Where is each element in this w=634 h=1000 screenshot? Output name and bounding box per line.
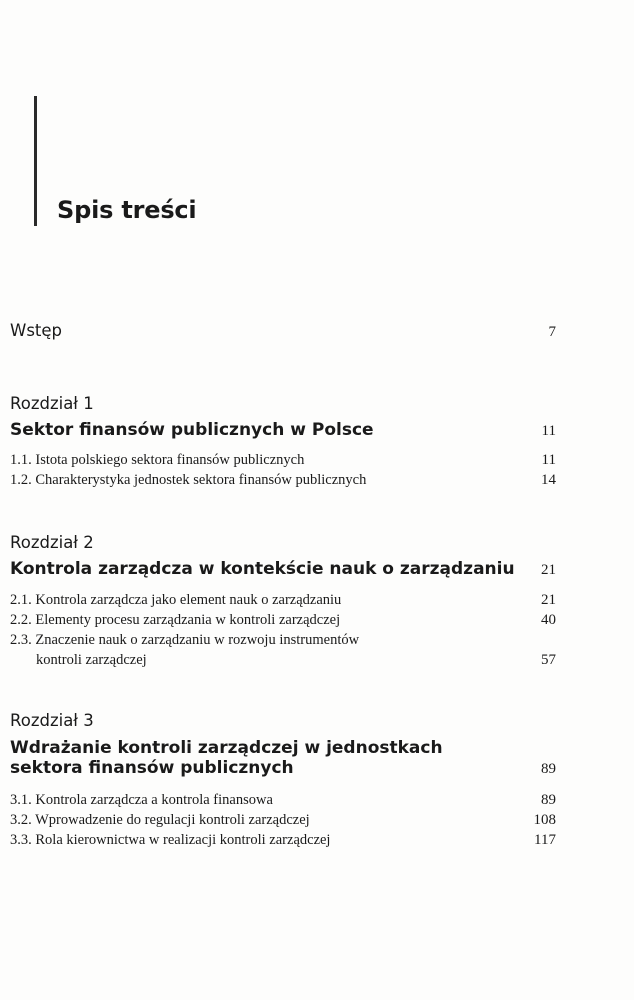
chapter-2-label: Rozdział 2 — [10, 533, 94, 552]
chapter-3-title[interactable] — [10, 738, 556, 778]
toc-page-number: 57 — [541, 652, 556, 668]
toc-section-label: 2.2. Elementy procesu zarządzania w kontroli zarządczej — [10, 612, 341, 628]
toc-section-1-2[interactable] — [10, 472, 556, 489]
toc-section-3-3[interactable] — [10, 832, 556, 849]
toc-page-number: 11 — [541, 423, 556, 439]
toc-page-number: 7 — [548, 324, 556, 340]
toc-section-label: 1.1. Istota polskiego sektora finansów publicznych — [10, 452, 305, 468]
toc-section-3-1[interactable] — [10, 792, 556, 809]
toc-section-label-continuation: kontroli zarządczej — [36, 652, 147, 668]
toc-page-number: 14 — [541, 472, 556, 488]
chapter-title-line: Sektor finansów publicznych w Polsce — [10, 420, 374, 440]
chapter-title-line: sektora finansów publicznych — [10, 758, 294, 778]
chapter-1-title[interactable] — [10, 420, 556, 440]
toc-entry-intro[interactable] — [10, 321, 556, 341]
toc-section-2-3[interactable] — [10, 632, 556, 649]
toc-page-number: 21 — [541, 562, 556, 578]
page-title: Spis treści — [57, 196, 197, 224]
chapter-2-title[interactable] — [10, 559, 556, 579]
toc-section-label: 3.2. Wprowadzenie do regulacji kontroli zarządczej — [10, 812, 310, 828]
chapter-title-line: Kontrola zarządcza w kontekście nauk o zarządzaniu — [10, 559, 515, 579]
chapter-1-label: Rozdział 1 — [10, 394, 94, 413]
toc-page-number: 40 — [541, 612, 556, 628]
toc-page-number: 89 — [541, 792, 556, 808]
toc-page-number: 108 — [533, 812, 556, 828]
toc-section-label: 2.1. Kontrola zarządcza jako element nauk o zarządzaniu — [10, 592, 342, 608]
toc-section-2-1[interactable] — [10, 592, 556, 609]
toc-section-label: 3.3. Rola kierownictwa w realizacji kontroli zarządczej — [10, 832, 331, 848]
toc-page-number: 21 — [541, 592, 556, 608]
title-vertical-rule — [34, 96, 37, 226]
toc-page-number: 11 — [541, 452, 556, 468]
toc-section-2-3-continued[interactable] — [10, 652, 556, 669]
toc-entry-label: Wstęp — [10, 321, 63, 340]
toc-section-3-2[interactable] — [10, 812, 556, 829]
toc-section-label: 1.2. Charakterystyka jednostek sektora finansów publicznych — [10, 472, 367, 488]
toc-section-label: 2.3. Znaczenie nauk o zarządzaniu w rozwoju instrumentów — [10, 632, 360, 648]
toc-section-label: 3.1. Kontrola zarządcza a kontrola finansowa — [10, 792, 273, 808]
toc-page-number: 89 — [541, 761, 556, 777]
toc-section-1-1[interactable] — [10, 452, 556, 469]
toc-page-number: 117 — [534, 832, 556, 848]
toc-section-2-2[interactable] — [10, 612, 556, 629]
chapter-3-label: Rozdział 3 — [10, 711, 94, 730]
chapter-title-line: Wdrażanie kontroli zarządczej w jednostkach — [10, 738, 443, 758]
